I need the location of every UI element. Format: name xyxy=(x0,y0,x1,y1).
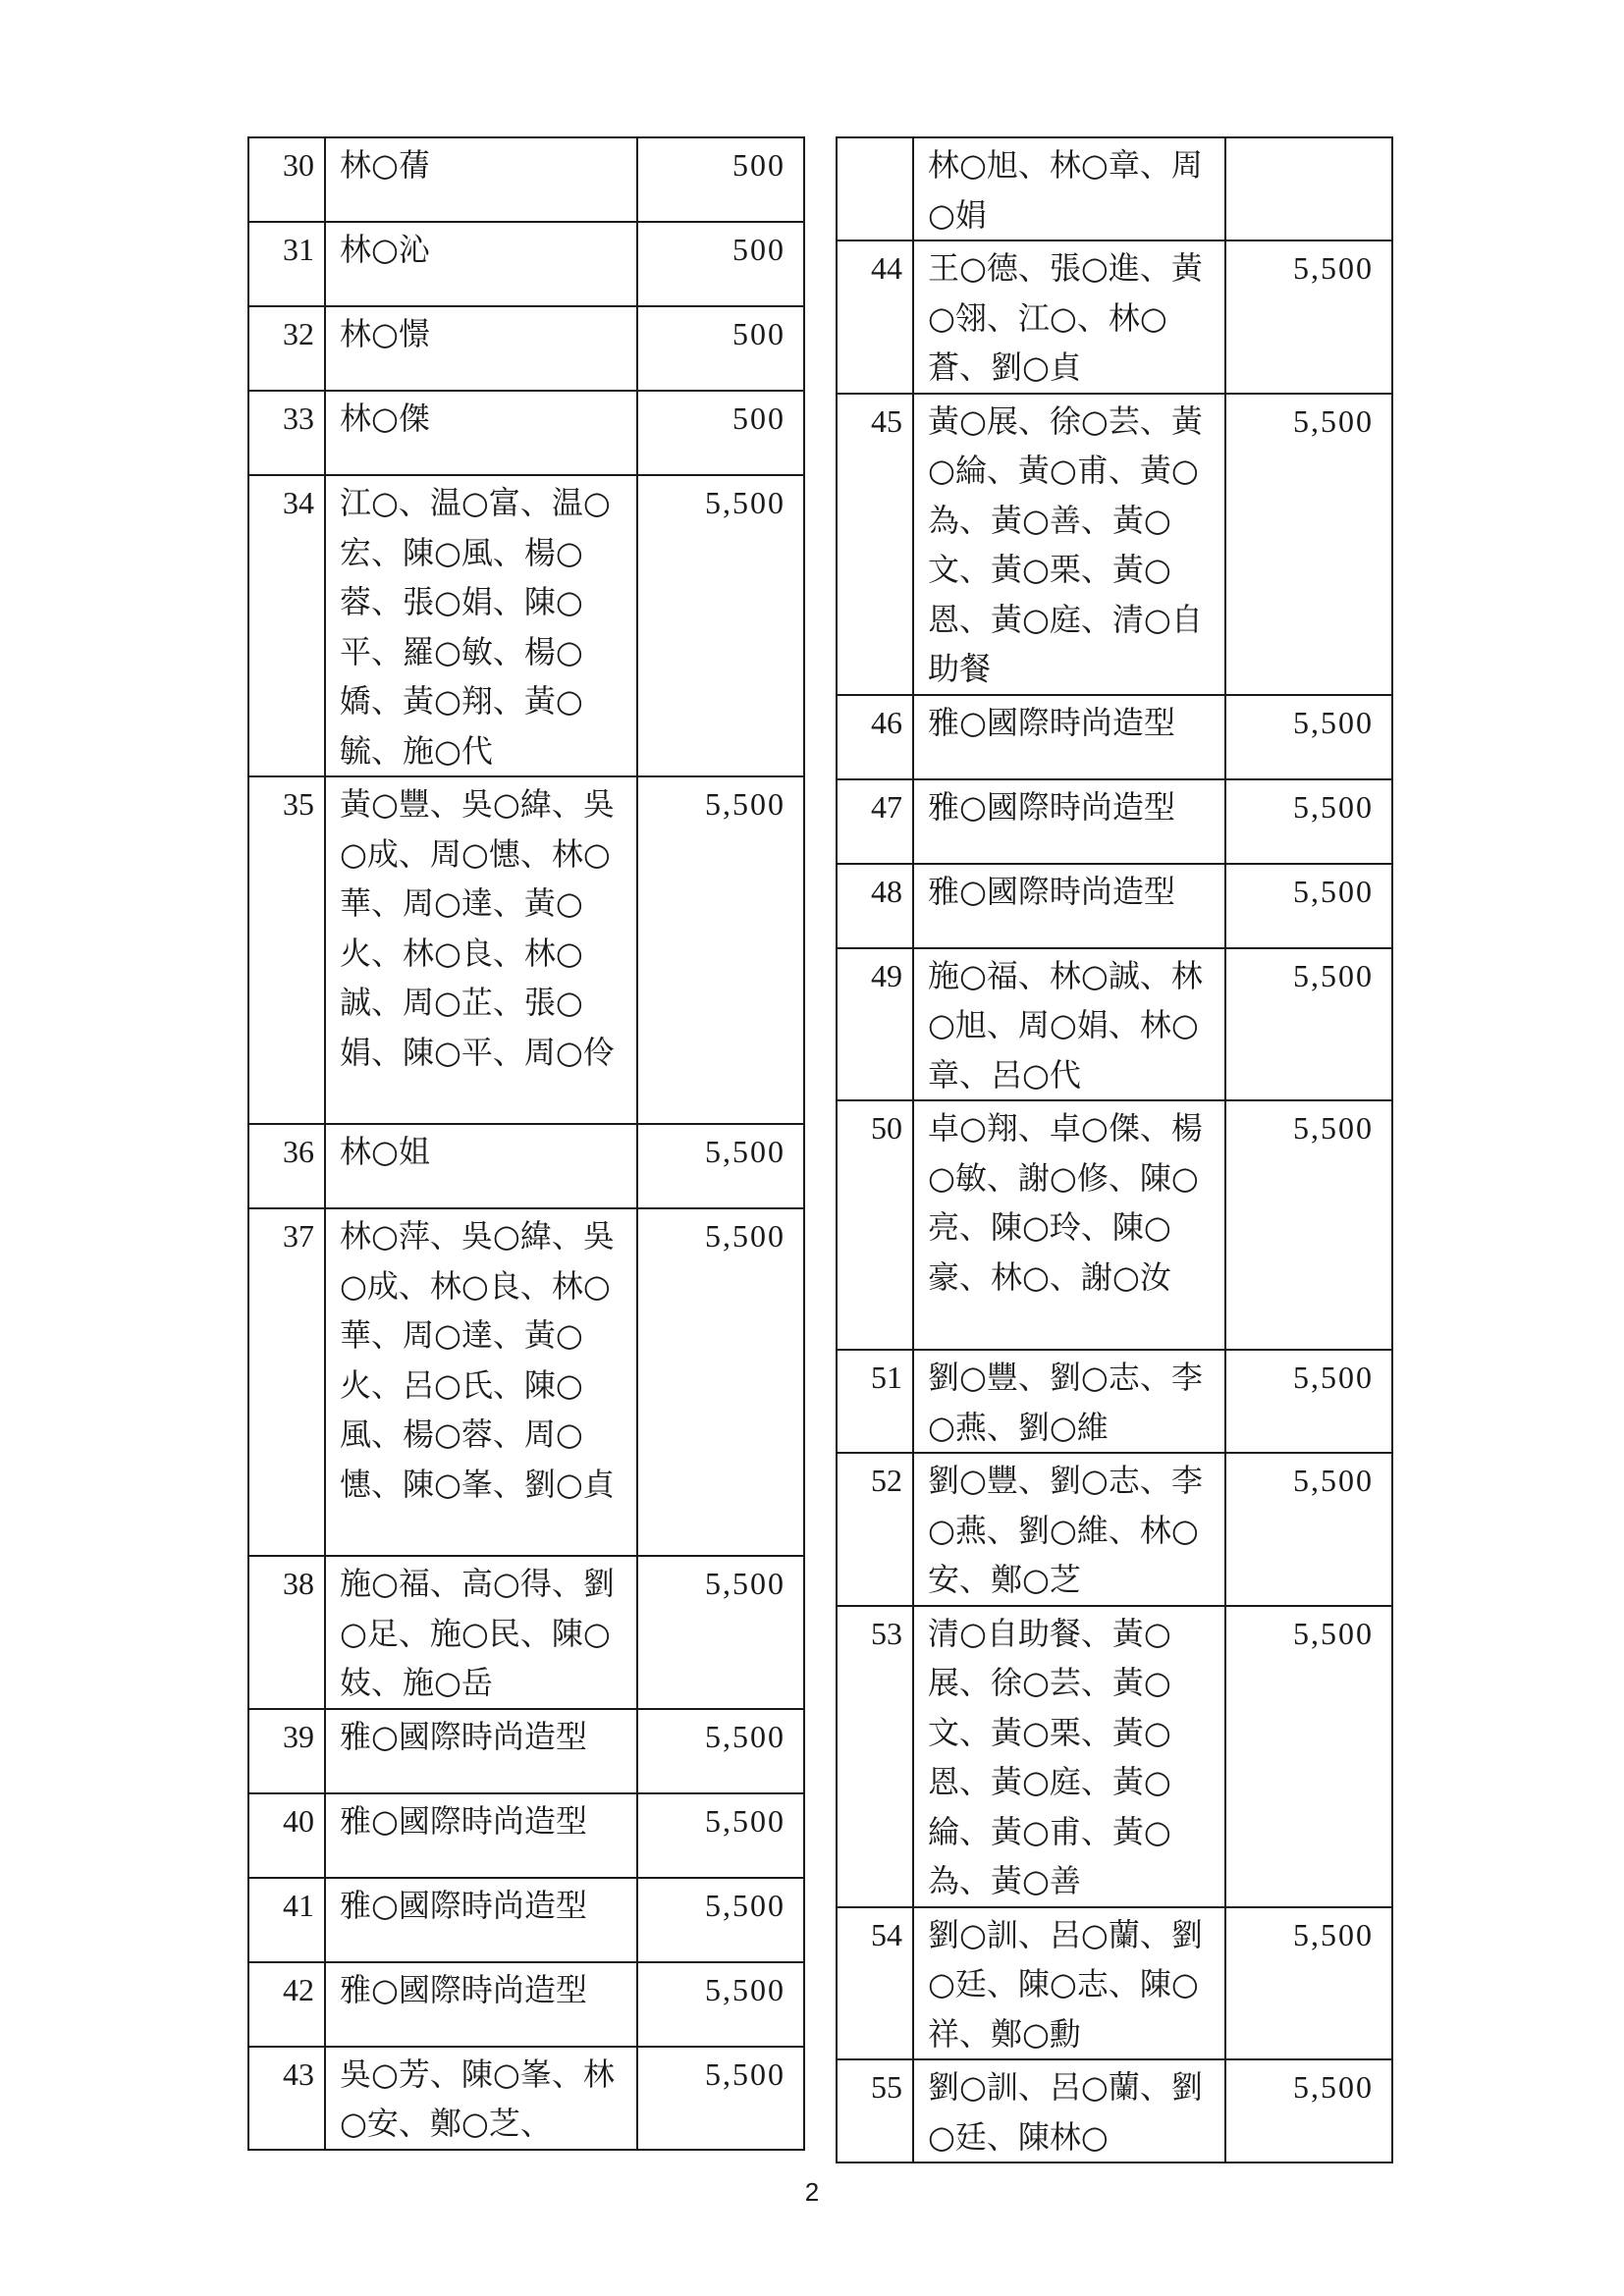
donor-names: 雅○國際時尚造型 xyxy=(325,1709,637,1793)
row-number: 51 xyxy=(837,1350,913,1453)
donor-names: 林○憬 xyxy=(325,306,637,391)
table-row xyxy=(837,948,1392,1101)
donor-names: 清○自助餐、黃○展、徐○芸、黃○文、黃○栗、黃○恩、黃○庭、黃○綸、黃○甫、黃○為、黃○善 xyxy=(913,1606,1225,1907)
table-row xyxy=(837,1606,1392,1907)
row-number: 30 xyxy=(248,137,325,222)
row-number: 50 xyxy=(837,1100,913,1350)
table-row xyxy=(248,137,804,222)
donor-names: 林○蒨 xyxy=(325,137,637,222)
table-row xyxy=(248,306,804,391)
donation-amount: 500 xyxy=(637,222,804,306)
donation-amount: 5,500 xyxy=(1225,240,1392,394)
row-number: 34 xyxy=(248,475,325,776)
table-row xyxy=(248,1793,804,1878)
donation-amount: 5,500 xyxy=(637,776,804,1124)
left-donation-table xyxy=(247,136,805,2151)
donation-amount: 500 xyxy=(637,306,804,391)
table-row xyxy=(837,779,1392,864)
donation-amount: 5,500 xyxy=(1225,948,1392,1101)
table-row xyxy=(837,1350,1392,1453)
donation-amount xyxy=(1225,137,1392,240)
donor-names: 卓○翔、卓○傑、楊○敏、謝○修、陳○亮、陳○玲、陳○豪、林○、謝○汝 xyxy=(913,1100,1225,1350)
donor-names: 王○德、張○進、黃○翎、江○、林○蒼、劉○貞 xyxy=(913,240,1225,394)
row-number: 37 xyxy=(248,1208,325,1556)
donor-names: 黃○豐、吳○緯、吳○成、周○憓、林○華、周○達、黃○火、林○良、林○誠、周○芷、張○娟、陳○平、周○伶 xyxy=(325,776,637,1124)
donation-amount: 5,500 xyxy=(637,475,804,776)
donation-amount: 5,500 xyxy=(1225,2059,1392,2163)
row-number: 39 xyxy=(248,1709,325,1793)
table-row xyxy=(248,1208,804,1556)
table-row xyxy=(248,1556,804,1709)
donation-amount: 5,500 xyxy=(1225,394,1392,695)
right-donation-table xyxy=(836,136,1393,2163)
donor-names: 林○傑 xyxy=(325,391,637,475)
donor-names: 雅○國際時尚造型 xyxy=(913,779,1225,864)
row-number: 38 xyxy=(248,1556,325,1709)
donor-names: 雅○國際時尚造型 xyxy=(913,695,1225,779)
table-row xyxy=(248,1962,804,2047)
donation-amount: 500 xyxy=(637,391,804,475)
row-number: 55 xyxy=(837,2059,913,2163)
table-row xyxy=(248,2047,804,2150)
row-number: 32 xyxy=(248,306,325,391)
donor-names: 林○旭、林○章、周○娟 xyxy=(913,137,1225,240)
donor-names: 林○姐 xyxy=(325,1124,637,1208)
donor-names: 雅○國際時尚造型 xyxy=(913,864,1225,948)
donor-names: 雅○國際時尚造型 xyxy=(325,1878,637,1962)
row-number: 44 xyxy=(837,240,913,394)
row-number: 35 xyxy=(248,776,325,1124)
donation-amount: 500 xyxy=(637,137,804,222)
table-row xyxy=(837,1453,1392,1606)
donor-names: 雅○國際時尚造型 xyxy=(325,1962,637,2047)
row-number xyxy=(837,137,913,240)
donation-amount: 5,500 xyxy=(1225,695,1392,779)
donor-names: 劉○訓、呂○蘭、劉○廷、陳○志、陳○祥、鄭○勳 xyxy=(913,1907,1225,2060)
donor-names: 施○福、高○得、劉○足、施○民、陳○妓、施○岳 xyxy=(325,1556,637,1709)
donor-names: 劉○豐、劉○志、李○燕、劉○維、林○安、鄭○芝 xyxy=(913,1453,1225,1606)
donation-amount: 5,500 xyxy=(637,2047,804,2150)
row-number: 45 xyxy=(837,394,913,695)
donation-amount: 5,500 xyxy=(637,1556,804,1709)
table-row xyxy=(837,864,1392,948)
donation-amount: 5,500 xyxy=(637,1962,804,2047)
donation-amount: 5,500 xyxy=(1225,779,1392,864)
donor-names: 林○萍、吳○緯、吳○成、林○良、林○華、周○達、黃○火、呂○氏、陳○風、楊○蓉、周○憓、陳○峯、劉○貞 xyxy=(325,1208,637,1556)
donation-amount: 5,500 xyxy=(1225,1100,1392,1350)
donor-names: 劉○訓、呂○蘭、劉○廷、陳林○ xyxy=(913,2059,1225,2163)
table-row xyxy=(248,475,804,776)
donation-amount: 5,500 xyxy=(1225,1453,1392,1606)
donation-amount: 5,500 xyxy=(1225,1606,1392,1907)
donation-amount: 5,500 xyxy=(637,1878,804,1962)
row-number: 42 xyxy=(248,1962,325,2047)
table-row xyxy=(837,137,1392,240)
table-row xyxy=(837,1100,1392,1350)
donation-amount: 5,500 xyxy=(1225,864,1392,948)
donation-amount: 5,500 xyxy=(637,1124,804,1208)
table-row xyxy=(248,391,804,475)
table-row xyxy=(837,394,1392,695)
row-number: 54 xyxy=(837,1907,913,2060)
table-row xyxy=(248,1878,804,1962)
table-row xyxy=(837,2059,1392,2163)
donor-names: 林○沁 xyxy=(325,222,637,306)
table-row xyxy=(837,240,1392,394)
donation-amount: 5,500 xyxy=(637,1793,804,1878)
row-number: 46 xyxy=(837,695,913,779)
row-number: 49 xyxy=(837,948,913,1101)
row-number: 40 xyxy=(248,1793,325,1878)
donor-names: 黃○展、徐○芸、黃○綸、黃○甫、黃○為、黃○善、黃○文、黃○栗、黃○恩、黃○庭、清○自助餐 xyxy=(913,394,1225,695)
table-row xyxy=(248,1124,804,1208)
table-row xyxy=(837,1907,1392,2060)
table-row xyxy=(837,695,1392,779)
row-number: 31 xyxy=(248,222,325,306)
row-number: 52 xyxy=(837,1453,913,1606)
table-row xyxy=(248,1709,804,1793)
donation-amount: 5,500 xyxy=(637,1709,804,1793)
donation-amount: 5,500 xyxy=(1225,1350,1392,1453)
donor-names: 雅○國際時尚造型 xyxy=(325,1793,637,1878)
donor-names: 吳○芳、陳○峯、林○安、鄭○芝、 xyxy=(325,2047,637,2150)
page-number: 2 xyxy=(804,2177,820,2207)
donor-names: 劉○豐、劉○志、李○燕、劉○維 xyxy=(913,1350,1225,1453)
row-number: 48 xyxy=(837,864,913,948)
donor-names: 施○福、林○誠、林○旭、周○娟、林○章、呂○代 xyxy=(913,948,1225,1101)
table-row xyxy=(248,222,804,306)
donor-names: 江○、温○富、温○宏、陳○風、楊○蓉、張○娟、陳○平、羅○敏、楊○嬌、黃○翔、黃○毓、施○代 xyxy=(325,475,637,776)
row-number: 53 xyxy=(837,1606,913,1907)
donation-amount: 5,500 xyxy=(637,1208,804,1556)
donation-amount: 5,500 xyxy=(1225,1907,1392,2060)
row-number: 33 xyxy=(248,391,325,475)
row-number: 36 xyxy=(248,1124,325,1208)
table-row xyxy=(248,776,804,1124)
row-number: 43 xyxy=(248,2047,325,2150)
row-number: 41 xyxy=(248,1878,325,1962)
row-number: 47 xyxy=(837,779,913,864)
